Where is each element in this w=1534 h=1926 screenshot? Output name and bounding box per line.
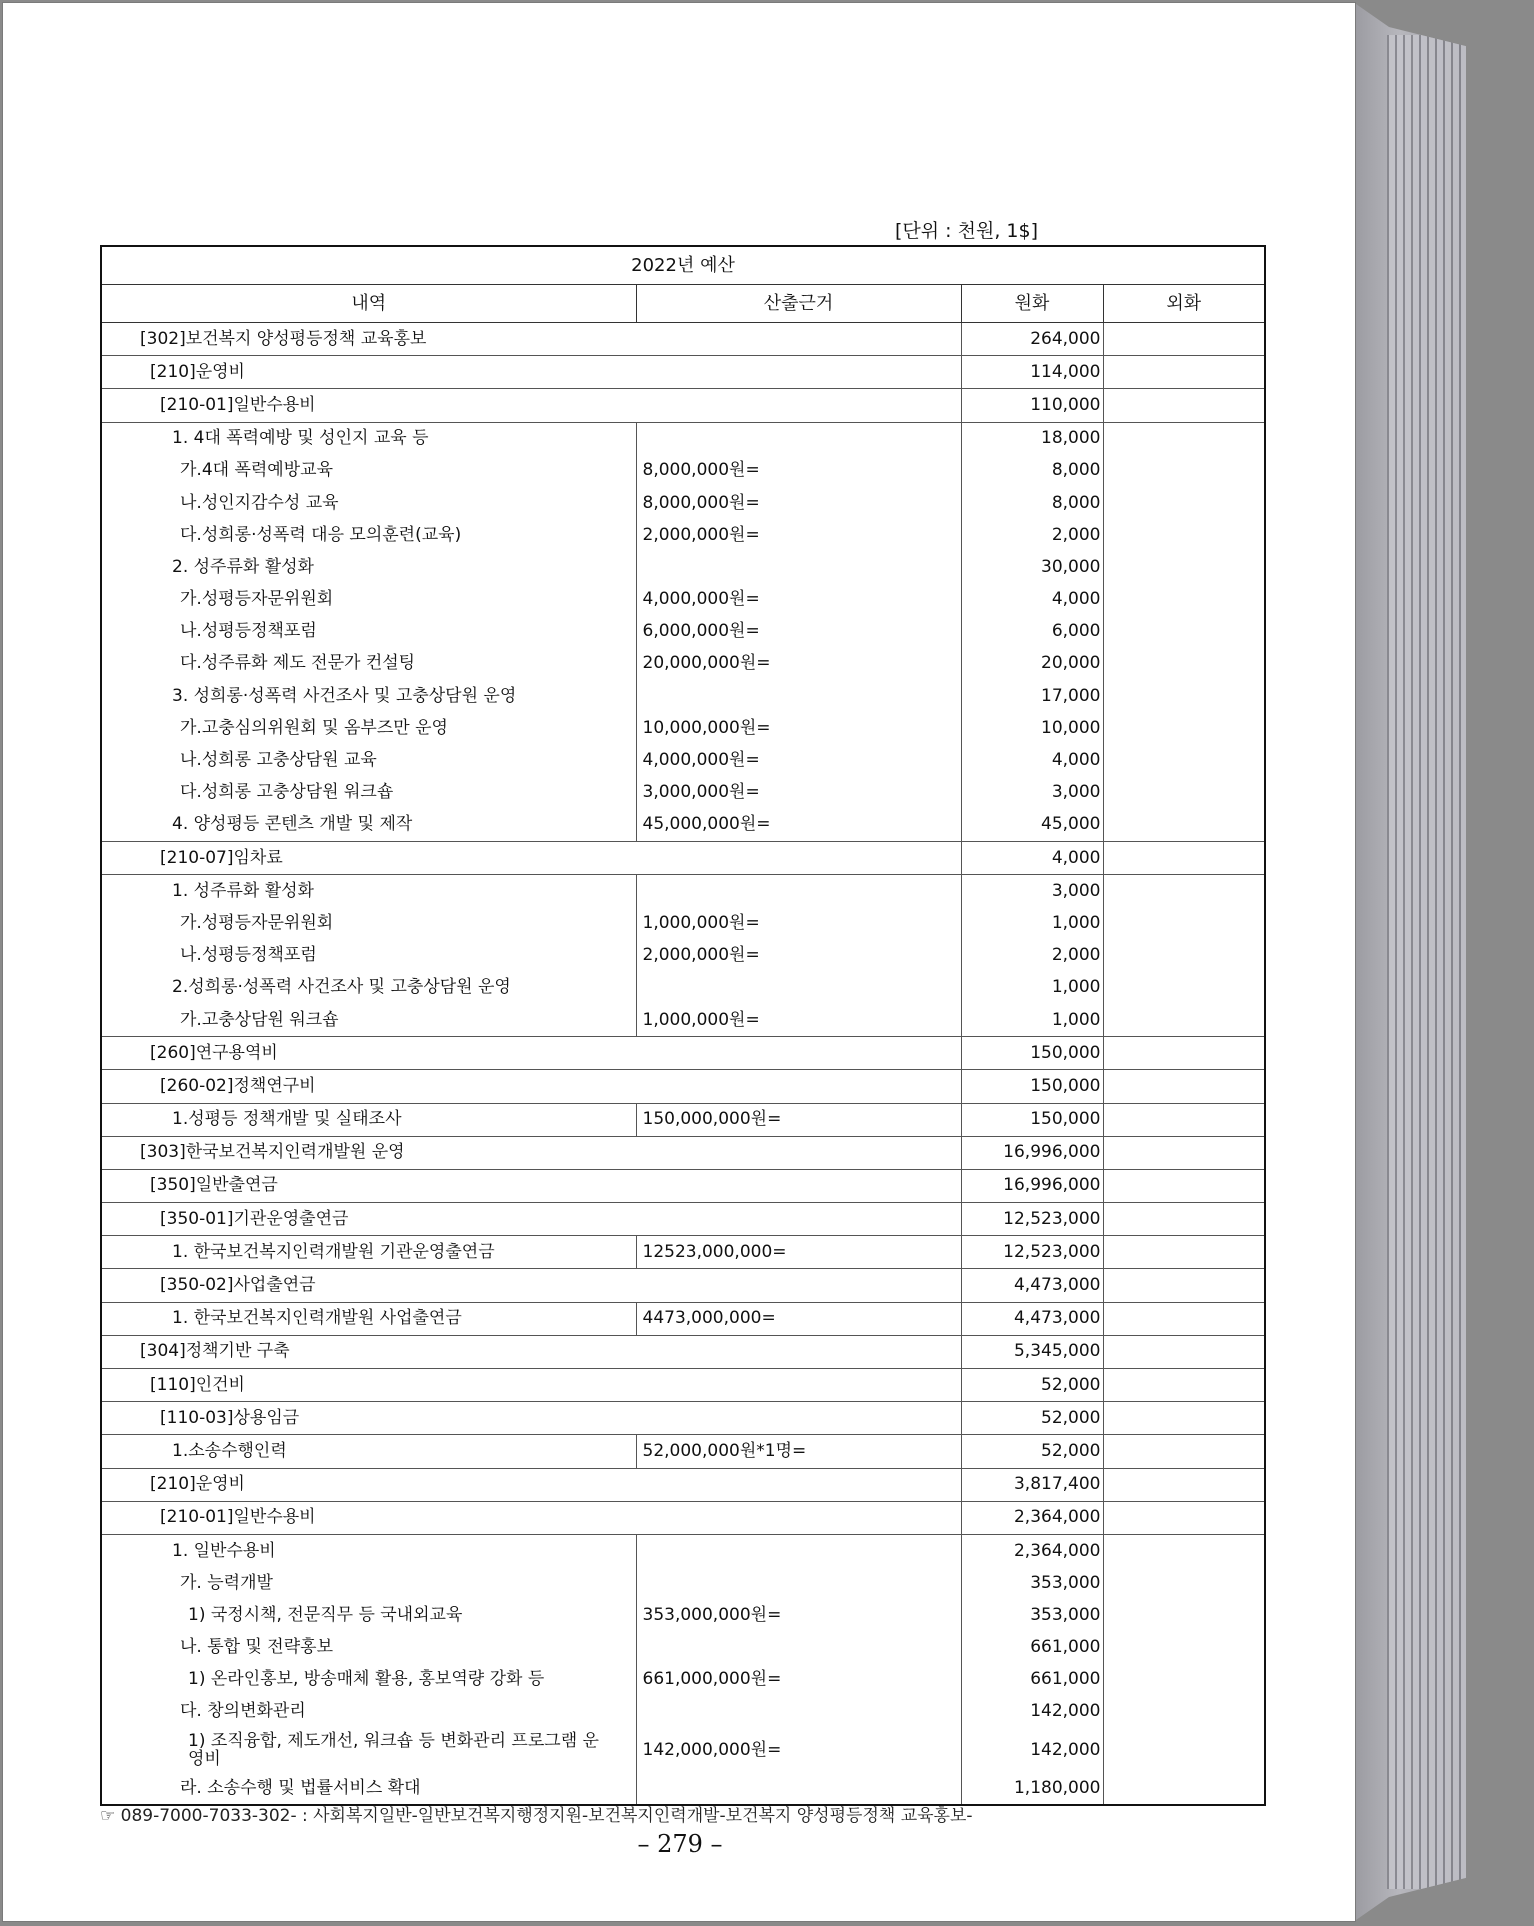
row-item-cell <box>101 1236 636 1269</box>
row-item-text: 1. 한국보건복지인력개발원 기관운영출연금 <box>172 1241 495 1262</box>
row-item-text: [350-02]사업출연금 <box>160 1275 316 1296</box>
row-krw-cell: 18,000 <box>961 422 1103 455</box>
row-item-text: [302]보건복지 양성평등정책 교육홍보 <box>140 328 427 349</box>
row-krw-cell: 150,000 <box>961 1103 1103 1136</box>
table-row <box>101 744 1265 776</box>
row-item-cell <box>101 455 636 487</box>
row-item-text: [304]정책기반 구축 <box>140 1341 290 1362</box>
row-krw-cell: 4,000 <box>961 584 1103 616</box>
table-row <box>101 1632 1265 1664</box>
row-fx-cell <box>1103 712 1265 744</box>
row-basis-cell <box>636 551 961 583</box>
row-item-cell <box>101 809 636 842</box>
row-item-cell <box>101 1203 961 1236</box>
column-header-item: 내역 <box>101 285 636 323</box>
row-krw-cell: 52,000 <box>961 1435 1103 1468</box>
table-row <box>101 1599 1265 1631</box>
row-fx-cell <box>1103 1302 1265 1335</box>
table-row <box>101 356 1265 389</box>
row-item-text: [110-03]상용임금 <box>160 1407 300 1428</box>
row-fx-cell <box>1103 1468 1265 1501</box>
table-row <box>101 712 1265 744</box>
row-krw-cell: 1,000 <box>961 907 1103 939</box>
row-item-cell <box>101 777 636 809</box>
row-fx-cell <box>1103 1534 1265 1567</box>
row-item-text: 가.4대 폭력예방교육 <box>180 460 333 481</box>
row-krw-cell: 52,000 <box>961 1402 1103 1435</box>
row-fx-cell <box>1103 972 1265 1004</box>
row-krw-cell: 353,000 <box>961 1567 1103 1599</box>
row-krw-cell: 16,996,000 <box>961 1136 1103 1169</box>
row-item-text: [260]연구용역비 <box>150 1042 278 1063</box>
row-item-text: 4. 양성평등 콘텐츠 개발 및 제작 <box>172 814 413 835</box>
row-krw-cell: 16,996,000 <box>961 1169 1103 1202</box>
row-item-text: 다.성희롱·성폭력 대응 모의훈련(교육) <box>180 524 462 545</box>
table-row <box>101 842 1265 875</box>
row-item-cell <box>101 422 636 455</box>
row-fx-cell <box>1103 777 1265 809</box>
row-item-text: 다.성희롱 고충상담원 워크숍 <box>180 782 394 803</box>
row-item-cell <box>101 1468 961 1501</box>
row-krw-cell: 12,523,000 <box>961 1236 1103 1269</box>
row-basis-cell: 20,000,000원= <box>636 648 961 680</box>
row-item-cell <box>101 616 636 648</box>
page-number: – 279 – <box>637 1830 723 1858</box>
document-page <box>2 2 1356 1922</box>
table-row <box>101 1501 1265 1534</box>
row-item-cell <box>101 1004 636 1037</box>
table-row <box>101 1369 1265 1402</box>
row-fx-cell <box>1103 940 1265 972</box>
row-krw-cell: 45,000 <box>961 809 1103 842</box>
row-fx-cell <box>1103 487 1265 519</box>
table-row <box>101 487 1265 519</box>
row-basis-cell: 1,000,000원= <box>636 907 961 939</box>
row-krw-cell: 8,000 <box>961 487 1103 519</box>
row-krw-cell: 150,000 <box>961 1037 1103 1070</box>
row-fx-cell <box>1103 323 1265 356</box>
table-row <box>101 648 1265 680</box>
row-item-text: [210-01]일반수용비 <box>160 1507 316 1528</box>
table-row <box>101 1335 1265 1368</box>
row-fx-cell <box>1103 1728 1265 1772</box>
row-basis-cell: 2,000,000원= <box>636 519 961 551</box>
row-item-text: [260-02]정책연구비 <box>160 1075 316 1096</box>
row-fx-cell <box>1103 422 1265 455</box>
row-krw-cell: 52,000 <box>961 1369 1103 1402</box>
row-item-cell <box>101 1728 636 1772</box>
row-krw-cell: 1,000 <box>961 972 1103 1004</box>
table-row <box>101 1103 1265 1136</box>
row-item-cell <box>101 1567 636 1599</box>
row-item-text: [210-01]일반수용비 <box>160 394 316 415</box>
row-fx-cell <box>1103 680 1265 712</box>
row-krw-cell: 114,000 <box>961 356 1103 389</box>
table-row <box>101 1269 1265 1302</box>
table-row <box>101 1136 1265 1169</box>
row-basis-cell: 3,000,000원= <box>636 777 961 809</box>
row-fx-cell <box>1103 744 1265 776</box>
table-row <box>101 1728 1265 1772</box>
row-krw-cell: 661,000 <box>961 1632 1103 1664</box>
row-basis-cell: 8,000,000원= <box>636 455 961 487</box>
row-item-cell <box>101 1169 961 1202</box>
row-basis-cell: 10,000,000원= <box>636 712 961 744</box>
table-row <box>101 1402 1265 1435</box>
row-krw-cell: 3,000 <box>961 875 1103 908</box>
footnote: ☞ 089-7000-7033-302- : 사회복지일반-일반보건복지행정지원-보건복지인력개발-보건복지 양성평등정책 교육홍보- <box>100 1806 973 1826</box>
row-item-text: [350]일반출연금 <box>150 1175 278 1196</box>
row-item-cell <box>101 1369 961 1402</box>
table-row <box>101 680 1265 712</box>
row-fx-cell <box>1103 842 1265 875</box>
row-basis-cell: 142,000,000원= <box>636 1728 961 1772</box>
row-item-text: [210]운영비 <box>150 361 245 382</box>
row-item-text: 가.고충상담원 워크숍 <box>180 1009 339 1030</box>
row-item-cell <box>101 907 636 939</box>
row-krw-cell: 20,000 <box>961 648 1103 680</box>
row-krw-cell: 4,000 <box>961 744 1103 776</box>
row-item-text: 가.성평등자문위원회 <box>180 912 334 933</box>
column-header-krw: 원화 <box>961 285 1103 323</box>
row-fx-cell <box>1103 455 1265 487</box>
row-item-cell <box>101 1664 636 1696</box>
row-fx-cell <box>1103 1696 1265 1728</box>
row-krw-cell: 8,000 <box>961 455 1103 487</box>
row-fx-cell <box>1103 584 1265 616</box>
row-basis-cell: 661,000,000원= <box>636 1664 961 1696</box>
row-item-cell <box>101 680 636 712</box>
table-row <box>101 809 1265 842</box>
row-item-cell <box>101 551 636 583</box>
row-basis-cell: 4,000,000원= <box>636 744 961 776</box>
table-row <box>101 777 1265 809</box>
row-item-cell <box>101 712 636 744</box>
row-krw-cell: 661,000 <box>961 1664 1103 1696</box>
table-row <box>101 1468 1265 1501</box>
row-krw-cell: 2,364,000 <box>961 1501 1103 1534</box>
row-basis-cell <box>636 1567 961 1599</box>
row-fx-cell <box>1103 1772 1265 1805</box>
row-item-text: 다. 창의변화관리 <box>180 1701 306 1722</box>
row-item-text: 1) 국정시책, 전문직무 등 국내외교육 <box>188 1604 463 1625</box>
table-row <box>101 1302 1265 1335</box>
table-row <box>101 1567 1265 1599</box>
row-item-cell <box>101 1599 636 1631</box>
row-fx-cell <box>1103 875 1265 908</box>
row-krw-cell: 353,000 <box>961 1599 1103 1631</box>
row-fx-cell <box>1103 1335 1265 1368</box>
table-row <box>101 1004 1265 1037</box>
row-krw-cell: 4,000 <box>961 842 1103 875</box>
table-row <box>101 1696 1265 1728</box>
row-item-text: [110]인건비 <box>150 1374 245 1395</box>
row-krw-cell: 142,000 <box>961 1696 1103 1728</box>
table-row <box>101 972 1265 1004</box>
row-fx-cell <box>1103 1203 1265 1236</box>
row-item-cell <box>101 584 636 616</box>
row-krw-cell: 30,000 <box>961 551 1103 583</box>
table-row <box>101 519 1265 551</box>
row-krw-cell: 5,345,000 <box>961 1335 1103 1368</box>
row-item-cell <box>101 1335 961 1368</box>
table-row <box>101 422 1265 455</box>
row-item-text: 1. 일반수용비 <box>172 1540 276 1561</box>
row-item-cell <box>101 487 636 519</box>
row-item-cell <box>101 842 961 875</box>
row-fx-cell <box>1103 907 1265 939</box>
row-item-cell <box>101 875 636 908</box>
row-fx-cell <box>1103 1169 1265 1202</box>
row-item-cell <box>101 323 961 356</box>
row-item-cell <box>101 1696 636 1728</box>
table-row <box>101 455 1265 487</box>
row-item-cell <box>101 1070 961 1103</box>
row-fx-cell <box>1103 1070 1265 1103</box>
row-item-cell <box>101 356 961 389</box>
row-fx-cell <box>1103 1501 1265 1534</box>
row-basis-cell: 4,000,000원= <box>636 584 961 616</box>
row-item-cell <box>101 1269 961 1302</box>
row-fx-cell <box>1103 1004 1265 1037</box>
row-item-text: 1. 한국보건복지인력개발원 사업출연금 <box>172 1308 462 1329</box>
row-krw-cell: 1,180,000 <box>961 1772 1103 1805</box>
table-row <box>101 940 1265 972</box>
row-item-cell <box>101 1632 636 1664</box>
row-item-text: [303]한국보건복지인력개발원 운영 <box>140 1142 405 1163</box>
row-item-text: 1) 조직융합, 제도개선, 워크숍 등 변화관리 프로그램 운영비 <box>188 1730 599 1769</box>
table-body <box>101 323 1265 1806</box>
budget-table <box>100 245 1266 1806</box>
row-fx-cell <box>1103 1037 1265 1070</box>
row-item-text: 나. 통합 및 전략홍보 <box>180 1637 333 1658</box>
table-row <box>101 323 1265 356</box>
row-krw-cell: 264,000 <box>961 323 1103 356</box>
unit-note: [단위 : 천원, 1$] <box>895 220 1038 242</box>
row-krw-cell: 110,000 <box>961 389 1103 422</box>
table-row <box>101 1037 1265 1070</box>
row-item-text: 나.성인지감수성 교육 <box>180 492 339 513</box>
row-basis-cell: 2,000,000원= <box>636 940 961 972</box>
row-item-cell <box>101 1402 961 1435</box>
row-item-cell <box>101 1302 636 1335</box>
row-item-text: 나.성평등정책포럼 <box>180 621 317 642</box>
row-krw-cell: 10,000 <box>961 712 1103 744</box>
row-basis-cell <box>636 1534 961 1567</box>
row-item-text: 1.소송수행인력 <box>172 1440 287 1461</box>
budget-table-wrap <box>100 245 1264 1806</box>
row-item-cell <box>101 1103 636 1136</box>
row-item-text: [350-01]기관운영출연금 <box>160 1208 349 1229</box>
row-item-cell <box>101 1435 636 1468</box>
row-item-cell <box>101 1037 961 1070</box>
row-basis-cell: 45,000,000원= <box>636 809 961 842</box>
row-basis-cell <box>636 1696 961 1728</box>
row-fx-cell <box>1103 1664 1265 1696</box>
table-row <box>101 584 1265 616</box>
row-fx-cell <box>1103 1236 1265 1269</box>
row-fx-cell <box>1103 1599 1265 1631</box>
table-row <box>101 1236 1265 1269</box>
table-title: 2022년 예산 <box>101 246 1265 285</box>
table-row <box>101 1664 1265 1696</box>
row-item-text: 가.성평등자문위원회 <box>180 589 334 610</box>
row-item-cell <box>101 1501 961 1534</box>
row-item-cell <box>101 972 636 1004</box>
row-item-text: 2. 성주류화 활성화 <box>172 556 314 577</box>
row-item-cell <box>101 1136 961 1169</box>
table-row <box>101 616 1265 648</box>
row-fx-cell <box>1103 1435 1265 1468</box>
row-basis-cell: 12523,000,000= <box>636 1236 961 1269</box>
row-fx-cell <box>1103 1103 1265 1136</box>
row-item-cell <box>101 744 636 776</box>
row-basis-cell <box>636 422 961 455</box>
row-krw-cell: 4,473,000 <box>961 1302 1103 1335</box>
row-item-cell <box>101 648 636 680</box>
row-item-text: 3. 성희롱·성폭력 사건조사 및 고충상담원 운영 <box>172 685 517 706</box>
row-fx-cell <box>1103 809 1265 842</box>
row-fx-cell <box>1103 1632 1265 1664</box>
table-row <box>101 389 1265 422</box>
row-item-text: 2.성희롱·성폭력 사건조사 및 고충상담원 운영 <box>172 977 511 998</box>
row-item-text: 나.성희롱 고충상담원 교육 <box>180 750 377 771</box>
row-item-text: 다.성주류화 제도 전문가 컨설팅 <box>180 653 416 674</box>
row-fx-cell <box>1103 648 1265 680</box>
row-basis-cell: 1,000,000원= <box>636 1004 961 1037</box>
table-row <box>101 907 1265 939</box>
row-basis-cell: 4473,000,000= <box>636 1302 961 1335</box>
row-krw-cell: 1,000 <box>961 1004 1103 1037</box>
row-item-cell <box>101 940 636 972</box>
row-fx-cell <box>1103 1402 1265 1435</box>
row-item-text: [210-07]임차료 <box>160 847 283 868</box>
row-fx-cell <box>1103 1567 1265 1599</box>
row-item-text: 1.성평등 정책개발 및 실태조사 <box>172 1109 402 1130</box>
table-row <box>101 1070 1265 1103</box>
page-stack-edge <box>1356 4 1466 1920</box>
row-basis-cell: 150,000,000원= <box>636 1103 961 1136</box>
row-fx-cell <box>1103 551 1265 583</box>
table-row <box>101 1534 1265 1567</box>
row-krw-cell: 142,000 <box>961 1728 1103 1772</box>
row-fx-cell <box>1103 356 1265 389</box>
column-header-basis: 산출근거 <box>636 285 961 323</box>
row-fx-cell <box>1103 389 1265 422</box>
row-item-text: 나.성평등정책포럼 <box>180 945 317 966</box>
row-item-cell <box>101 389 961 422</box>
row-basis-cell <box>636 1632 961 1664</box>
row-item-text: 가. 능력개발 <box>180 1572 273 1593</box>
row-basis-cell: 52,000,000원*1명= <box>636 1435 961 1468</box>
table-row <box>101 1203 1265 1236</box>
row-krw-cell: 3,817,400 <box>961 1468 1103 1501</box>
row-item-text: 1. 4대 폭력예방 및 성인지 교육 등 <box>172 428 429 449</box>
row-item-text: [210]운영비 <box>150 1474 245 1495</box>
row-krw-cell: 150,000 <box>961 1070 1103 1103</box>
table-row <box>101 875 1265 908</box>
table-row <box>101 1435 1265 1468</box>
row-fx-cell <box>1103 1136 1265 1169</box>
column-header-fx: 외화 <box>1103 285 1265 323</box>
row-krw-cell: 4,473,000 <box>961 1269 1103 1302</box>
row-fx-cell <box>1103 616 1265 648</box>
row-fx-cell <box>1103 519 1265 551</box>
row-basis-cell <box>636 680 961 712</box>
row-basis-cell: 6,000,000원= <box>636 616 961 648</box>
row-item-cell <box>101 519 636 551</box>
row-basis-cell: 353,000,000원= <box>636 1599 961 1631</box>
row-krw-cell: 2,000 <box>961 519 1103 551</box>
row-krw-cell: 2,364,000 <box>961 1534 1103 1567</box>
row-item-cell <box>101 1534 636 1567</box>
row-krw-cell: 17,000 <box>961 680 1103 712</box>
row-item-text: 1. 성주류화 활성화 <box>172 880 314 901</box>
row-item-text: 1) 온라인홍보, 방송매체 활용, 홍보역량 강화 등 <box>188 1669 545 1690</box>
row-fx-cell <box>1103 1269 1265 1302</box>
row-krw-cell: 2,000 <box>961 940 1103 972</box>
table-row <box>101 1169 1265 1202</box>
row-basis-cell: 8,000,000원= <box>636 487 961 519</box>
row-krw-cell: 12,523,000 <box>961 1203 1103 1236</box>
row-item-text: 가.고충심의위원회 및 옴부즈만 운영 <box>180 717 448 738</box>
table-row <box>101 551 1265 583</box>
row-fx-cell <box>1103 1369 1265 1402</box>
row-basis-cell <box>636 972 961 1004</box>
row-krw-cell: 6,000 <box>961 616 1103 648</box>
row-item-text: 라. 소송수행 및 법률서비스 확대 <box>180 1777 421 1798</box>
row-krw-cell: 3,000 <box>961 777 1103 809</box>
row-basis-cell <box>636 875 961 908</box>
